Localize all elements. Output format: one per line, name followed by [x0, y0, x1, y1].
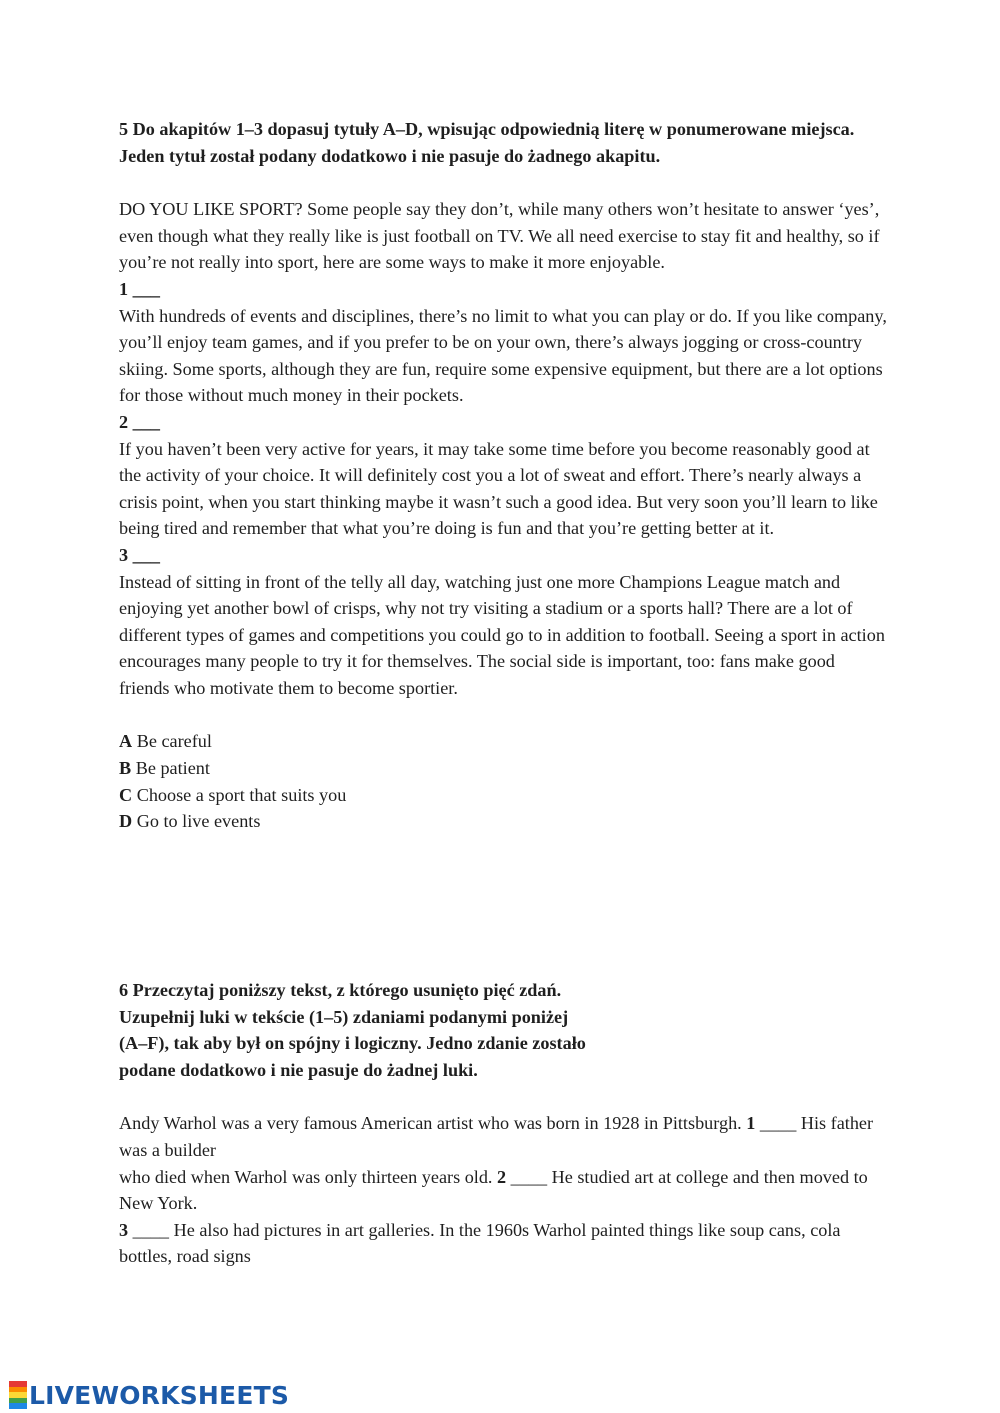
liveworksheets-logo	[9, 1380, 289, 1410]
ex6-text-line-1	[119, 1110, 889, 1163]
gap-2-number: 2	[497, 1166, 507, 1187]
ex5-para-3-number[interactable]: 3 ___	[119, 544, 160, 565]
gap-1-number: 1	[746, 1113, 756, 1134]
option-b-letter: B	[119, 758, 132, 779]
ex6-instructions-line-3: (A–F), tak aby był on spójny i logiczny. Jedno zdanie zostało	[119, 1033, 586, 1054]
ex5-para-3-text: Instead of sitting in front of the telly all day, watching just one more Champions League match and enjoying yet another bowl of crisps, why not try visiting a stadium or a sports hall? There are a lot of different types of games and competitions you could go to in addition to football. Seeing a sport in action encourages many people to try it for themselves. The social side is important, too: fans make good friends who motivate them to become sportier.	[119, 571, 885, 698]
option-c-text: Choose a sport that suits you	[132, 784, 347, 805]
option-a	[119, 728, 889, 755]
logo-color-stack-icon	[9, 1381, 27, 1409]
option-b	[119, 755, 889, 782]
ex6-instructions-line-1: 6 Przeczytaj poniższy tekst, z którego usunięto pięć zdań.	[119, 980, 562, 1000]
exercise-6	[119, 977, 889, 1270]
option-b-text: Be patient	[131, 758, 210, 779]
ex5-para-2-number[interactable]: 2 ___	[119, 411, 160, 432]
ex6-text-2a: who died when Warhol was only thirteen years old.	[119, 1166, 498, 1187]
ex5-instructions: 5 Do akapitów 1–3 dopasuj tytuły A–D, wpisując odpowiednią literę w ponumerowane miejsca. Jeden tytuł został podany dodatkowo i nie pasuje do żadnego akapitu.	[119, 119, 855, 166]
option-d-letter: D	[119, 811, 133, 832]
ex6-instructions	[119, 977, 889, 1083]
option-c-letter: C	[119, 784, 133, 805]
gap-3-blank[interactable]: ____ He also had pictures in art galleries. In the 1960s Warhol painted things like soup cans, cola bottles, road signs	[119, 1219, 841, 1267]
ex5-para-1-number[interactable]: 1 ___	[119, 278, 160, 299]
gap-2-blank[interactable]: ____ He studied art at college and then moved to New York.	[119, 1166, 868, 1214]
logo-text: LIVEWORKSHEETS	[29, 1380, 290, 1410]
option-d	[119, 808, 889, 835]
ex6-instructions-line-2: Uzupełnij luki w tekście (1–5) zdaniami podanymi poniżej	[119, 1006, 569, 1027]
option-a-letter: A	[119, 731, 133, 752]
option-a-text: Be careful	[132, 731, 212, 752]
ex6-instructions-line-4: podane dodatkowo i nie pasuje do żadnej luki.	[119, 1059, 478, 1080]
option-c	[119, 782, 889, 809]
gap-3-number: 3	[119, 1219, 129, 1240]
exercise-5	[119, 116, 889, 835]
gap-1-blank[interactable]: ____ His father was a builder	[119, 1113, 874, 1160]
option-d-text: Go to live events	[132, 811, 261, 832]
ex5-para-1-text: With hundreds of events and disciplines, there’s no limit to what you can play or do. If you like company, you’ll enjoy team games, and if you prefer to be on your own, there’s always jogging or cross-country skiing. Some sports, although they are fun, require some expensive equipment, but there are a lot options for those without much money in their pockets.	[119, 305, 887, 406]
ex6-text-1a: Andy Warhol was a very famous American artist who was born in 1928 in Pittsburgh.	[119, 1113, 747, 1134]
ex5-para-2-text: If you haven’t been very active for years, it may take some time before you become reasonably good at the activity of your choice. It will definitely cost you a lot of sweat and effort. There’s nearly always a crisis point, when you start thinking maybe it wasn’t such a good idea. But very soon you’ll learn to like being tired and remember that what you’re doing is fun and that you’re getting better at it.	[119, 438, 878, 539]
ex6-text-line-3	[119, 1217, 889, 1270]
ex5-options	[119, 728, 889, 834]
ex6-text-line-2	[119, 1164, 889, 1217]
ex5-intro: DO YOU LIKE SPORT? Some people say they don’t, while many others won’t hesitate to answer ‘yes’, even though what they really like is just football on TV. We all need exercise to stay fit and healthy, so if you’re not really into sport, here are some ways to make it more enjoyable.	[119, 199, 880, 273]
